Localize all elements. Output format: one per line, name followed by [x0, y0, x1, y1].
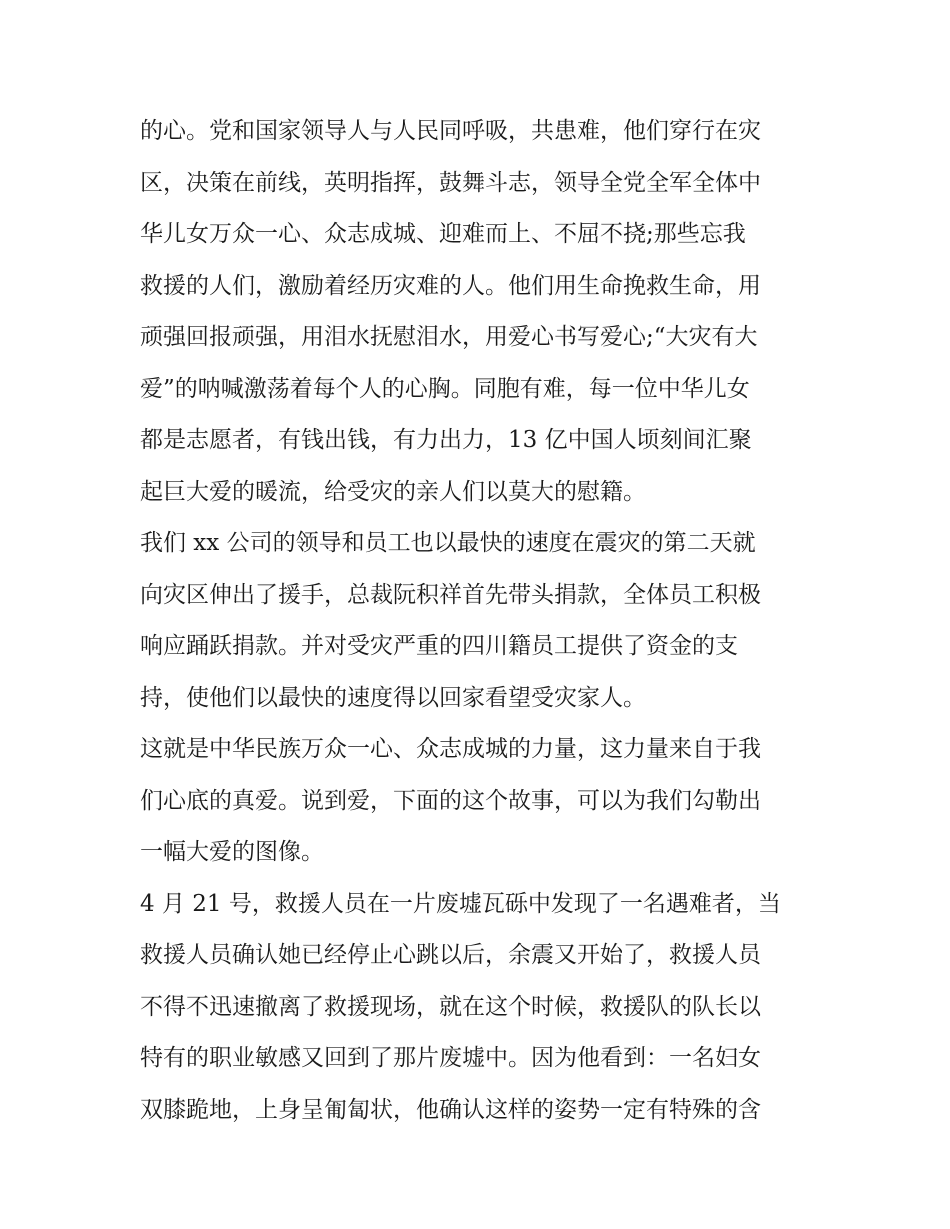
document-body	[140, 106, 820, 1136]
text-line: 持，使他们以最快的速度得以回家看望受灾家人。	[140, 684, 646, 711]
text-line: 顽强回报顽强，用泪水抚慰泪水，用爱心书写爱心;“大灾有大	[140, 324, 758, 350]
text-line: 我们 xx 公司的领导和员工也以最快的速度在震灾的第二天就	[140, 530, 756, 556]
text-line: 起巨大爱的暖流，给受灾的亲人们以莫大的慰籍。	[140, 478, 646, 505]
text-line: 这就是中华民族万众一心、众志成城的力量，这力量来自于我	[140, 736, 761, 762]
text-line: 向灾区伸出了援手，总裁阮积祥首先带头捐款，全体员工积极	[140, 581, 761, 608]
text-line: 都是志愿者，有钱出钱，有力出力，13 亿中国人顷刻间汇聚	[140, 427, 752, 453]
text-line: 特有的职业敏感又回到了那片废墟中。因为他看到：一名妇女	[140, 1045, 761, 1071]
text-line: 不得不迅速撤离了救援现场，就在这个时候，救援队的队长以	[140, 993, 761, 1020]
text-line: 一幅大爱的图像。	[140, 839, 324, 865]
text-line: 救援人员确认她已经停止心跳以后，余震又开始了，救援人员	[140, 942, 761, 968]
text-line: 救援的人们，激励着经历灾难的人。他们用生命挽救生命，用	[140, 272, 761, 299]
text-line: 们心底的真爱。说到爱，下面的这个故事，可以为我们勾勒出	[140, 787, 761, 814]
text-line: 爱”的呐喊激荡着每个人的心胸。同胞有难，每一位中华儿女	[140, 375, 750, 402]
text-line: 华儿女万众一心、众志成城、迎难而上、不屈不挠;那些忘我	[140, 221, 746, 247]
text-line: 双膝跪地，上身呈匍匐状，他确认这样的姿势一定有特殊的含	[140, 1096, 761, 1123]
text-line: 响应踊跃捐款。并对受灾严重的四川籍员工提供了资金的支	[140, 633, 738, 659]
text-line: 4 月 21 号，救援人员在一片废墟瓦砾中发现了一名遇难者，当	[140, 890, 781, 917]
text-line: 的心。党和国家领导人与人民同呼吸，共患难，他们穿行在灾	[140, 118, 761, 144]
text-line: 区，决策在前线，英明指挥，鼓舞斗志，领导全党全军全体中	[140, 169, 761, 196]
